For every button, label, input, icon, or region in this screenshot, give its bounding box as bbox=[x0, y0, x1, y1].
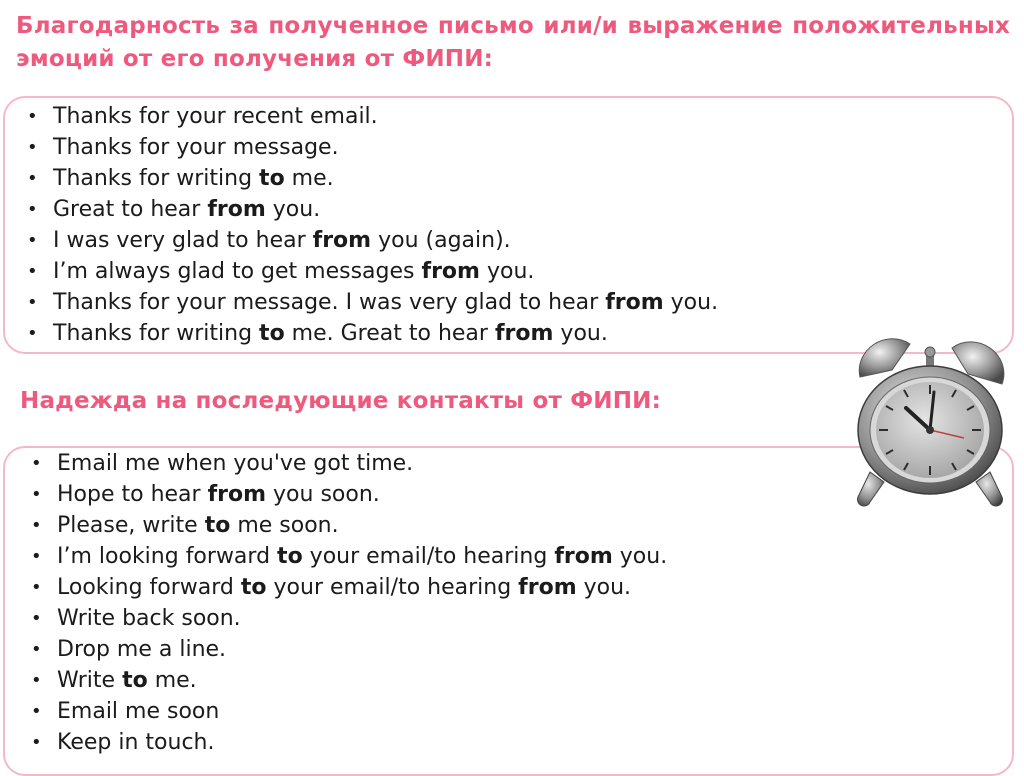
phrase-text: Thanks for your recent email. bbox=[53, 104, 378, 129]
phrase-bold-word: from bbox=[421, 259, 480, 284]
phrase-text: Drop me a line. bbox=[57, 637, 227, 662]
phrase-text: you. bbox=[612, 544, 668, 569]
phrase-text: Write bbox=[57, 668, 123, 693]
bullet-icon: • bbox=[31, 546, 42, 567]
phrase-text: me soon. bbox=[230, 513, 339, 538]
phrase-bold-word: to bbox=[259, 321, 285, 346]
bullet-icon: • bbox=[27, 230, 38, 251]
phrase-item bbox=[27, 163, 718, 194]
phrase-item bbox=[31, 634, 667, 665]
phrase-text: your email/to hearing bbox=[266, 575, 519, 600]
bullet-icon: • bbox=[31, 453, 42, 474]
phrase-text: I’m always glad to get messages bbox=[53, 259, 422, 284]
bullet-icon: • bbox=[31, 608, 42, 629]
bullet-icon: • bbox=[31, 701, 42, 722]
phrase-bold-word: to bbox=[277, 544, 303, 569]
bullet-icon: • bbox=[31, 577, 42, 598]
phrase-bold-word: to bbox=[122, 668, 148, 693]
phrase-text: Great to hear bbox=[53, 197, 208, 222]
phrase-bold-word: to bbox=[204, 513, 231, 538]
phrase-text: Write back soon. bbox=[57, 606, 241, 631]
phrase-bold-word: from bbox=[494, 321, 554, 346]
phrase-text: your email/to hearing bbox=[302, 544, 555, 569]
phrase-bold-word: to bbox=[240, 575, 267, 600]
phrase-text: Hope to hear bbox=[57, 482, 208, 507]
phrase-text: you. bbox=[553, 321, 608, 346]
phrase-text: you (again). bbox=[371, 228, 511, 253]
bullet-icon: • bbox=[27, 106, 38, 127]
phrase-text: Thanks for your message. bbox=[53, 135, 339, 160]
phrase-bold-word: to bbox=[259, 166, 285, 191]
bullet-icon: • bbox=[27, 292, 38, 313]
phrase-item bbox=[31, 448, 667, 479]
bullet-icon: • bbox=[31, 484, 42, 505]
bullet-icon: • bbox=[31, 639, 42, 660]
section-2-list bbox=[31, 448, 667, 758]
section-1-list bbox=[27, 101, 718, 349]
phrase-text: I’m looking forward bbox=[57, 544, 278, 569]
phrase-item bbox=[31, 572, 667, 603]
bullet-icon: • bbox=[27, 199, 38, 220]
phrase-item bbox=[31, 541, 667, 572]
phrase-text: Email me soon bbox=[57, 699, 220, 724]
phrase-item bbox=[27, 318, 718, 349]
phrase-text: me. Great to hear bbox=[284, 321, 495, 346]
phrase-item bbox=[31, 696, 667, 727]
alarm-clock-icon bbox=[840, 322, 1020, 522]
phrase-item bbox=[27, 256, 718, 287]
phrase-item bbox=[31, 510, 667, 541]
phrase-bold-word: from bbox=[518, 575, 577, 600]
phrase-bold-word: from bbox=[207, 197, 266, 222]
phrase-item bbox=[27, 132, 718, 163]
bullet-icon: • bbox=[31, 515, 42, 536]
phrase-text: Thanks for your message. I was very glad to hear bbox=[53, 290, 606, 315]
phrase-item bbox=[27, 287, 718, 318]
bullet-icon: • bbox=[27, 261, 38, 282]
phrase-text: I was very glad to hear bbox=[53, 228, 313, 253]
phrase-text: Keep in touch. bbox=[57, 730, 215, 755]
phrase-text: me. bbox=[284, 166, 334, 191]
phrase-bold-word: from bbox=[312, 228, 372, 253]
section-2-heading: Надежда на последующие контакты от ФИПИ: bbox=[20, 388, 661, 414]
bullet-icon: • bbox=[27, 168, 38, 189]
phrase-text: Thanks for writing bbox=[53, 321, 260, 346]
bullet-icon: • bbox=[27, 137, 38, 158]
phrase-item bbox=[31, 603, 667, 634]
phrase-bold-word: from bbox=[554, 544, 613, 569]
section-1-heading: Благодарность за полученное письмо или/и выражение положительных эмоций от его получения от ФИПИ: bbox=[16, 13, 1010, 72]
bullet-icon: • bbox=[27, 323, 38, 344]
phrase-text: Looking forward bbox=[57, 575, 241, 600]
phrase-text: you soon. bbox=[266, 482, 380, 507]
phrase-text: me. bbox=[147, 668, 197, 693]
phrase-text: you. bbox=[576, 575, 632, 600]
phrase-text: Email me when you've got time. bbox=[57, 451, 414, 476]
phrase-text: you. bbox=[663, 290, 719, 315]
bullet-icon: • bbox=[31, 732, 42, 753]
phrase-text: you. bbox=[265, 197, 321, 222]
bullet-icon: • bbox=[31, 670, 42, 691]
phrase-item bbox=[27, 225, 718, 256]
phrase-bold-word: from bbox=[207, 482, 267, 507]
phrase-text: Please, write bbox=[57, 513, 205, 538]
phrase-item bbox=[31, 479, 667, 510]
phrase-text: Thanks for writing bbox=[53, 166, 260, 191]
phrase-item bbox=[27, 101, 718, 132]
phrase-bold-word: from bbox=[605, 290, 664, 315]
phrase-item bbox=[31, 727, 667, 758]
phrase-item bbox=[27, 194, 718, 225]
phrase-item bbox=[31, 665, 667, 696]
phrase-text: you. bbox=[479, 259, 535, 284]
